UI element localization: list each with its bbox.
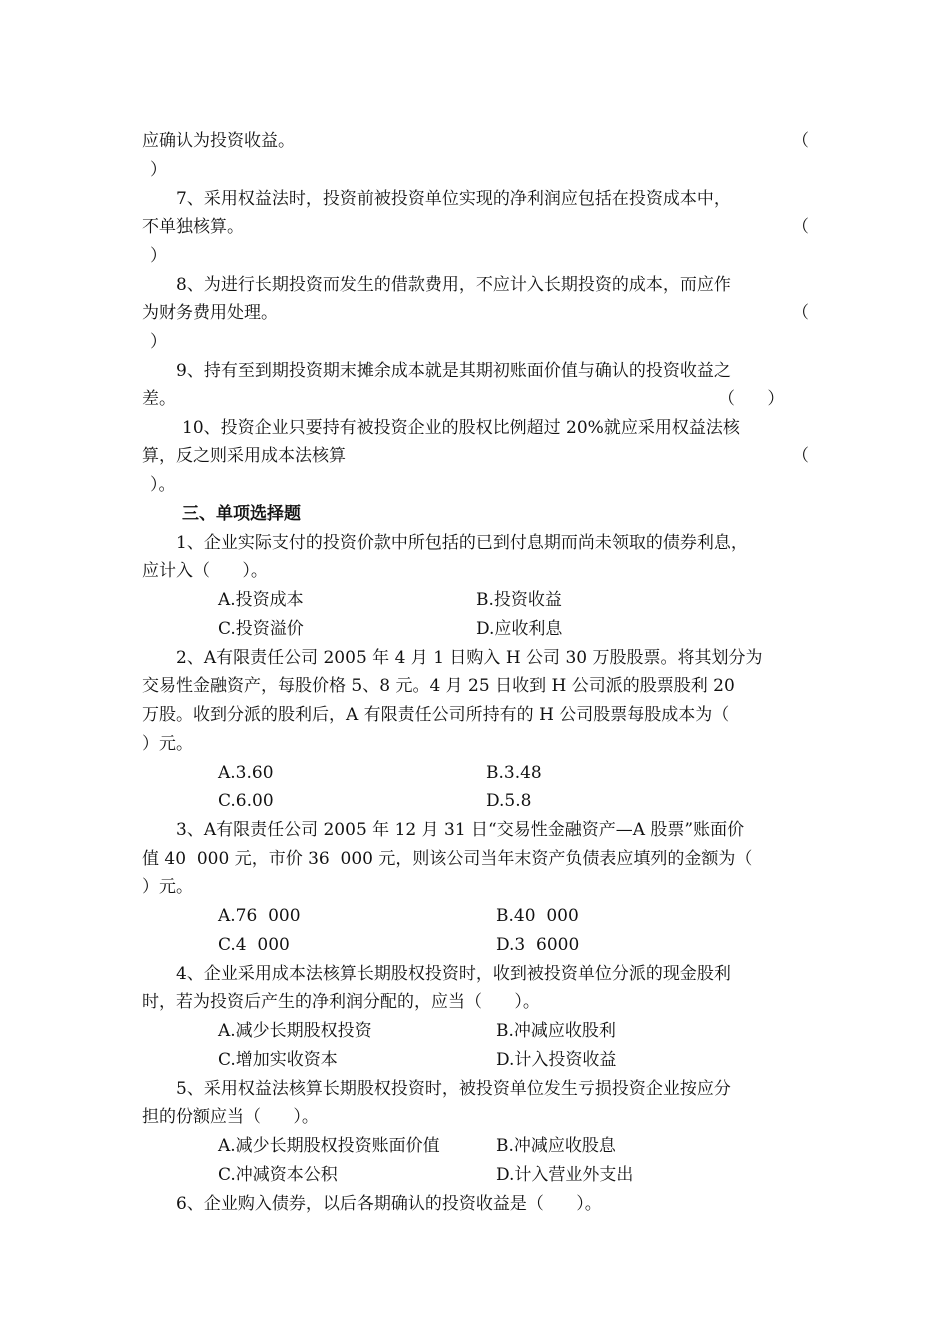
- q4-option-d: D.计入投资收益: [496, 1050, 617, 1070]
- q5-option-c: C.冲减资本公积: [218, 1165, 338, 1185]
- q5-option-a: A.减少长期股权投资账面价值: [218, 1136, 440, 1156]
- q3-line1: 3、A有限责任公司 2005 年 12 月 31 日“交易性金融资产—A 股票”账面价: [176, 820, 745, 840]
- tf8-paren-close: ）: [150, 332, 167, 352]
- section-title: 三、单项选择题: [182, 504, 301, 524]
- q2-line2: 交易性金融资产，每股价格 5、8 元。4 月 25 日收到 H 公司派的股票股利 20: [142, 676, 735, 696]
- tf6-text: 应确认为投资收益。: [142, 131, 295, 151]
- tf8-line1: 8、为进行长期投资而发生的借款费用，不应计入长期投资的成本，而应作: [176, 275, 731, 295]
- tf8-paren-open: （: [792, 303, 809, 323]
- q2-line4: ）元。: [142, 734, 193, 754]
- q1-option-d: D.应收利息: [476, 619, 563, 639]
- q2-option-a: A.3.60: [218, 763, 274, 783]
- q3-option-d: D.3 6000: [496, 935, 580, 955]
- tf9-paren: （ ）: [718, 389, 785, 409]
- tf7-paren-close: ）: [150, 246, 167, 266]
- q2-option-c: C.6.00: [218, 791, 274, 811]
- tf6-paren-open: （: [792, 131, 809, 151]
- q3-line2: 值 40 000 元，市价 36 000 元，则该公司当年末资产负债表应填列的金额为（: [142, 849, 753, 869]
- tf10-line1: 10、投资企业只要持有被投资企业的股权比例超过 20%就应采用权益法核: [182, 418, 740, 438]
- q5-option-d: D.计入营业外支出: [496, 1165, 634, 1185]
- q5-line1: 5、采用权益法核算长期股权投资时，被投资单位发生亏损投资企业按应分: [176, 1079, 731, 1099]
- q4-option-a: A.减少长期股权投资: [218, 1021, 372, 1041]
- tf6-paren-close: ）: [150, 160, 167, 180]
- q2-line3: 万股。收到分派的股利后，A 有限责任公司所持有的 H 公司股票每股成本为（: [142, 705, 730, 725]
- tf9-line2: 差。: [142, 389, 176, 409]
- q3-option-a: A.76 000: [218, 906, 301, 926]
- q1-option-a: A.投资成本: [218, 590, 304, 610]
- q4-option-c: C.增加实收资本: [218, 1050, 338, 1070]
- tf10-paren-open: （: [792, 446, 809, 466]
- q1-line1: 1、企业实际支付的投资价款中所包括的已到付息期而尚未领取的债券利息，: [176, 533, 748, 553]
- q3-line3: ）元。: [142, 877, 193, 897]
- q4-line2: 时，若为投资后产生的净利润分配的，应当（ ）。: [142, 992, 540, 1012]
- q2-option-d: D.5.8: [486, 791, 532, 811]
- q5-line2: 担的份额应当（ ）。: [142, 1107, 319, 1127]
- q1-option-b: B.投资收益: [476, 590, 562, 610]
- tf10-paren-close: ）。: [150, 475, 176, 495]
- tf7-paren-open: （: [792, 217, 809, 237]
- tf7-line2: 不单独核算。: [142, 217, 244, 237]
- tf7-line1: 7、采用权益法时，投资前被投资单位实现的净利润应包括在投资成本中，: [176, 189, 731, 209]
- tf8-line2: 为财务费用处理。: [142, 303, 278, 323]
- q2-line1: 2、A有限责任公司 2005 年 4 月 1 日购入 H 公司 30 万股股票。将其划分为: [176, 648, 763, 668]
- q4-option-b: B.冲减应收股利: [496, 1021, 616, 1041]
- q2-option-b: B.3.48: [486, 763, 542, 783]
- q6-line1: 6、企业购入债券，以后各期确认的投资收益是（ ）。: [176, 1194, 602, 1214]
- q1-line2: 应计入（ ）。: [142, 561, 268, 581]
- tf10-line2: 算，反之则采用成本法核算: [142, 446, 346, 466]
- q4-line1: 4、企业采用成本法核算长期股权投资时，收到被投资单位分派的现金股利: [176, 964, 731, 984]
- q5-option-b: B.冲减应收股息: [496, 1136, 616, 1156]
- q3-option-b: B.40 000: [496, 906, 579, 926]
- q1-option-c: C.投资溢价: [218, 619, 304, 639]
- q3-option-c: C.4 000: [218, 935, 290, 955]
- tf9-line1: 9、持有至到期投资期末摊余成本就是其期初账面价值与确认的投资收益之: [176, 361, 731, 381]
